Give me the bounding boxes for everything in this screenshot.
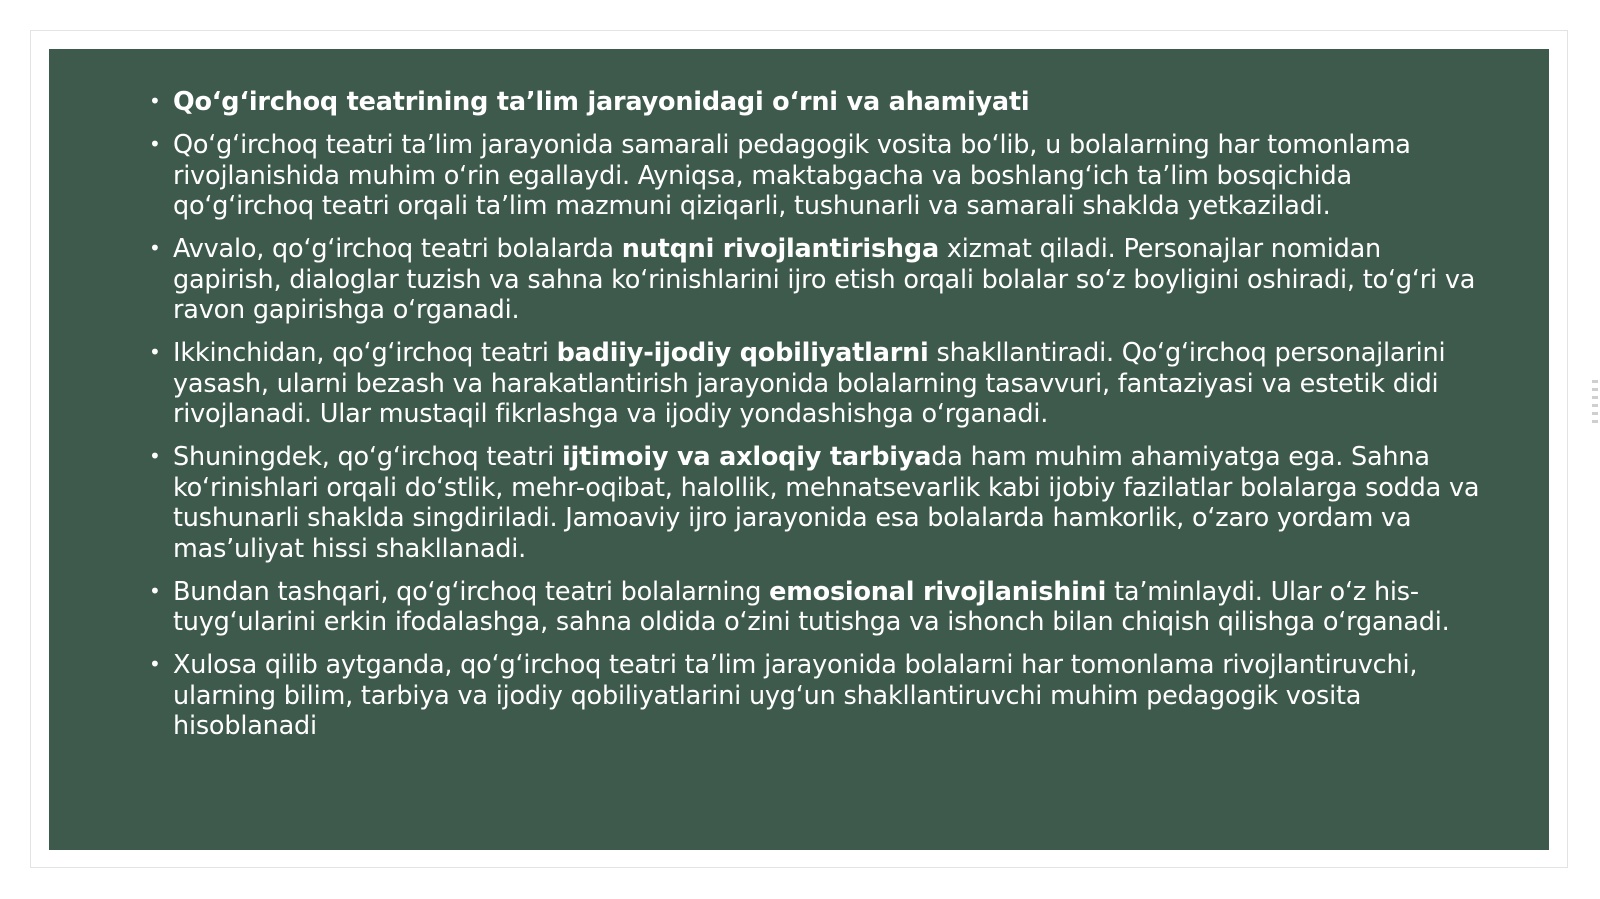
slide-edge-marker [1592, 380, 1598, 428]
bullet-text: Ikkinchidan, qo‘g‘irchoq teatri [173, 338, 557, 368]
bullet-text: Shuningdek, qo‘g‘irchoq teatri [173, 442, 563, 472]
bullet-text: shakllantiradi. Qo‘g‘irchoq personajlarini yasash, ularni bezash va harakatlantirish jarayonida bolalarning tasavvuri, fantaziyasi va estetik didi rivojlanadi. Ular mustaqil fikrlashga va ijodiy yondashishga o‘rganadi. [173, 338, 1446, 429]
bullet-list [149, 87, 1489, 742]
bullet-item [149, 442, 1489, 564]
bullet-item [149, 234, 1489, 326]
bullet-text: Bundan tashqari, qo‘g‘irchoq teatri bolalarning [173, 576, 770, 607]
slide-title: Qo‘g‘irchoq teatrining ta’lim jarayonidagi o‘rni va ahamiyati [173, 87, 1030, 117]
bullet-item [149, 576, 1489, 638]
bullet-text: da ham muhim ahamiyatga ega. Sahna ko‘rinishlari orqali do‘stlik, mehr-oqibat, halollik, mehnatsevarlik kabi ijobiy fazilatlar bolalarga sodda va tushunarli shaklda singdiriladi. Jamoaviy ijro jarayonida esa bolalarda hamkorlik, o‘zaro yordam va mas’uliyat hissi shakllanadi. [173, 442, 1480, 564]
bullet-dot-icon: • [149, 89, 161, 113]
bullet-text: Qo‘g‘irchoq teatri ta’lim jarayonida samarali pedagogik vosita bo‘lib, u bolalarning har tomonlama rivojlanishida muhim o‘rin egallaydi. Ayniqsa, maktabgacha va boshlang‘ich ta’lim bosqichida qo‘g‘irchoq teatri orqali ta’lim mazmuni qiziqarli, tushunarli va samarali shaklda yetkaziladi. [173, 130, 1411, 221]
bullet-text: xizmat qiladi. Personajlar nomidan gapirish, dialoglar tuzish va sahna ko‘rinishlarini ijro etish orqali bolalar so‘z boyligini oshiradi, to‘g‘ri va ravon gapirishga o‘rganadi. [173, 234, 1476, 325]
bullet-emphasis: badiiy-ijodiy qobiliyatlarni [556, 338, 929, 368]
slide [49, 49, 1549, 850]
bullet-text: Avvalo, qo‘g‘irchoq teatri bolalarda [173, 234, 622, 264]
bullet-emphasis: nutqni rivojlantirishga [621, 234, 939, 264]
bullet-title [149, 87, 1489, 118]
bullet-text: Xulosa qilib aytganda, qo‘g‘irchoq teatri ta’lim jarayonida bolalarni har tomonlama rivojlantiruvchi, ularning bilim, tarbiya va ijodiy qobiliyatlarini uyg‘un shakllantiruvchi muhim pedagogik vosita hisoblanadi [173, 650, 1418, 741]
bullet-dot-icon: • [149, 236, 161, 260]
bullet-text: ta’minlaydi. Ular o‘z his-tuyg‘ularini erkin ifodalashga, sahna oldida o‘zini tutishga va ishonch bilan chiqish qilishga o‘rganadi. [173, 576, 1450, 637]
bullet-item [149, 338, 1489, 430]
bullet-emphasis: emosional rivojlanishini [769, 576, 1107, 607]
bullet-dot-icon: • [149, 652, 161, 676]
bullet-emphasis: ijtimoiy va axloqiy tarbiya [562, 442, 932, 472]
bullet-dot-icon: • [149, 444, 161, 468]
bullet-item [149, 650, 1489, 742]
bullet-dot-icon: • [149, 132, 161, 156]
bullet-dot-icon: • [149, 340, 161, 364]
bullet-dot-icon: • [149, 578, 161, 603]
bullet-item [149, 130, 1489, 222]
